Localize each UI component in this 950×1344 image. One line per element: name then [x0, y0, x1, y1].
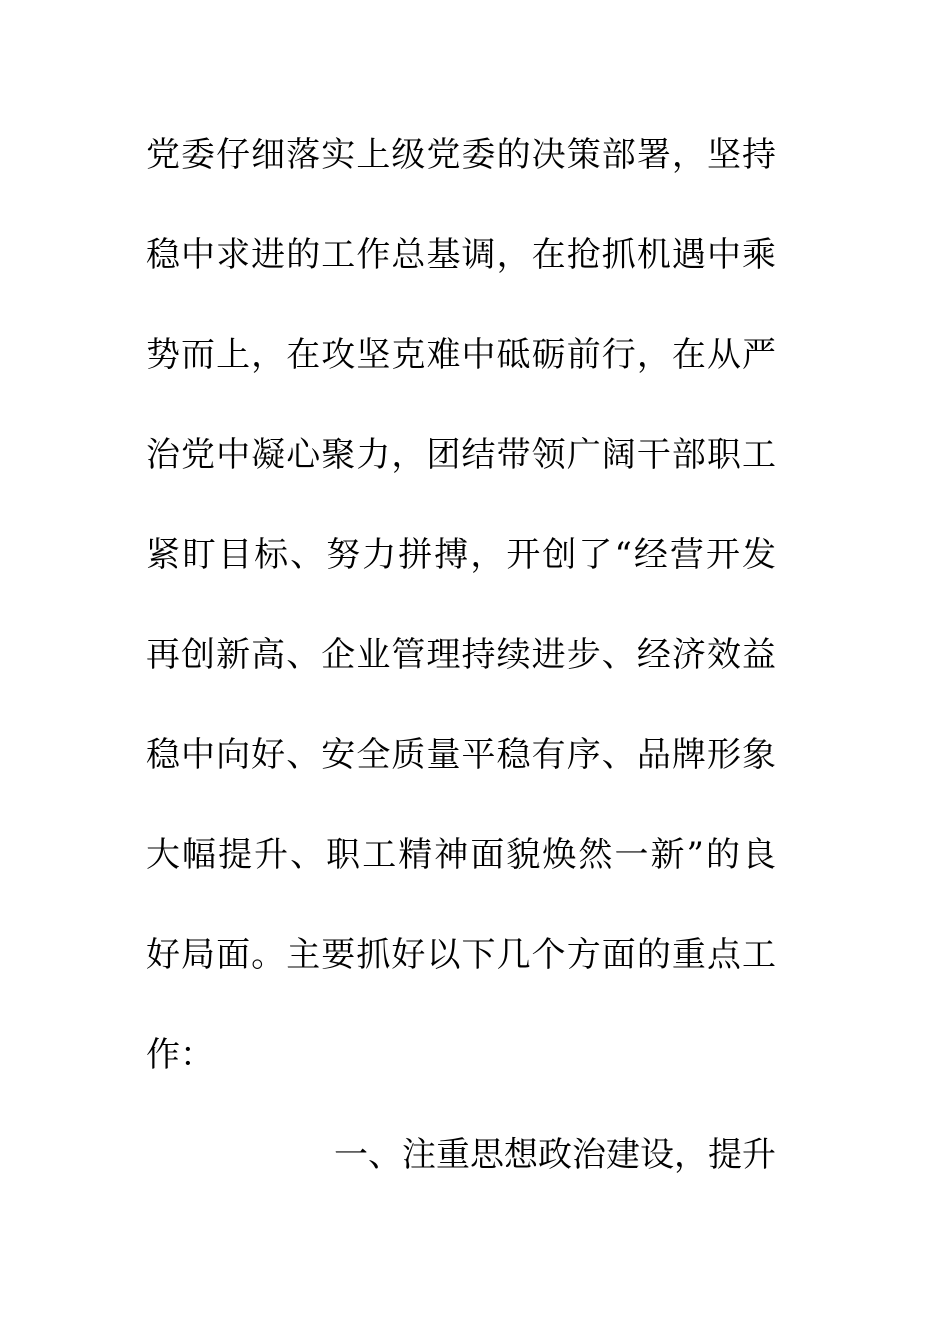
paragraph-line-6: 再创新高、企业管理持续进步、经济效益 — [146, 635, 776, 675]
paragraph-line-1: 党委仔细落实上级党委的决策部署，坚持 — [146, 135, 776, 175]
paragraph-line-4: 治党中凝心聚力，团结带领广阔干部职工 — [146, 435, 776, 475]
paragraph-line-7: 稳中向好、安全质量平稳有序、品牌形象 — [146, 735, 776, 775]
document-body — [146, 125, 776, 1225]
paragraph-line-5: 紧盯目标、努力拼搏，开创了“经营开发 — [146, 535, 776, 575]
paragraph-line-8: 大幅提升、职工精神面貌焕然一新”的良 — [146, 835, 776, 875]
paragraph-line-3: 势而上，在攻坚克难中砥砺前行，在从严 — [146, 335, 776, 375]
paragraph-line-9: 好局面。主要抓好以下几个方面的重点工 — [146, 935, 776, 975]
paragraph-line-10: 作： — [146, 1035, 214, 1075]
section-heading-line: 一、注重思想政治建设，提升 — [334, 1135, 776, 1175]
paragraph-line-2: 稳中求进的工作总基调，在抢抓机遇中乘 — [146, 235, 776, 275]
